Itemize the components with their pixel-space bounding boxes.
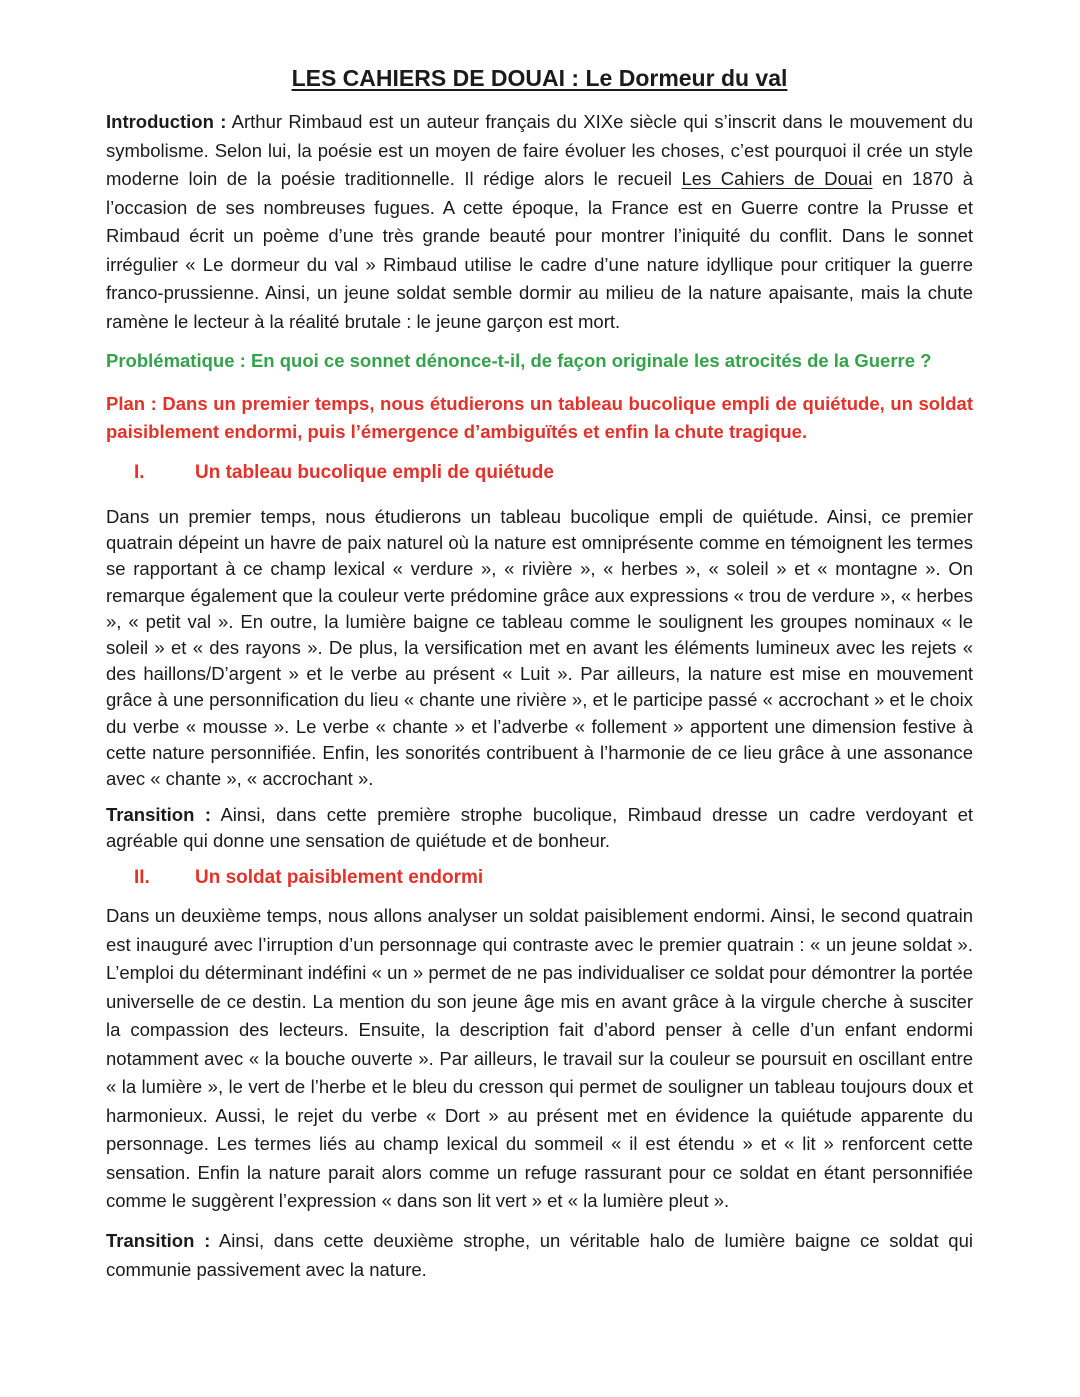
section-1-number: I. [134, 462, 145, 483]
collection-title: Les Cahiers de Douai [681, 168, 873, 189]
introduction-text-start: Arthur Rimbaud est un auteur français du XIXe siècle qui s’inscrit dans le mouvement du symbolisme. Selon lui, la poésie est un moyen de faire évoluer les choses, c’est pourquoi il crée un style moderne loin de la poésie traditionnelle. Il rédige alors le recueil [106, 111, 973, 189]
problematique: Problématique : En quoi ce sonnet dénonce-t-il, de façon originale les atrocités de la Guerre ? [106, 350, 932, 371]
section-1-transition [106, 802, 973, 854]
section-2-transition [106, 1226, 973, 1284]
section-1-transition-label: Transition : [106, 804, 212, 826]
document-title: LES CAHIERS DE DOUAI : Le Dormeur du val [291, 65, 788, 91]
section-2-heading [106, 864, 973, 892]
section-2-transition-text: Ainsi, dans cette deuxième strophe, un véritable halo de lumière baigne ce soldat qui communie passivement avec la nature. [106, 1229, 973, 1280]
section-2-number: II. [134, 867, 150, 889]
section-1-heading [106, 459, 973, 487]
section-1-title: Un tableau bucolique empli de quiétude [195, 462, 554, 483]
introduction-label: Introduction : [106, 111, 227, 132]
document-content [106, 0, 973, 1284]
section-1-transition-text: Ainsi, dans cette première strophe bucolique, Rimbaud dresse un cadre verdoyant et agréable qui donne une sensation de quiétude et de bonheur. [106, 804, 973, 852]
section-2-transition-label: Transition : [106, 1229, 211, 1251]
section-2-title: Un soldat paisiblement endormi [195, 867, 484, 889]
section-1-paragraph: Dans un premier temps, nous étudierons un tableau bucolique empli de quiétude. Ainsi, ce premier quatrain dépeint un havre de paix naturel où la nature est omniprésente comme en témoignent les termes se rapportant à ce champ lexical « verdure », « rivière », « herbes », « soleil » et « montagne ». On remarque également que la couleur verte prédomine grâce aux expressions « trou de verdure », « herbes », « petit val ». En outre, la lumière baigne ce tableau comme le soulignent les groupes nominaux « le soleil » et « des rayons ». De plus, la versification met en avant les éléments lumineux avec les rejets « des haillons/D’argent » et le verbe au présent « Luit ». Par ailleurs, la nature est mise en mouvement grâce à une personnification du lieu « chante une rivière », et le participe passé « accrochant » et le choix du verbe « mousse ». Le verbe « chante » et l’adverbe « follement » apportent une dimension festive à cette nature personnifiée. Enfin, les sonorités contribuent à l’harmonie de ce lieu grâce à une assonance avec « chante », « accrochant ». [106, 506, 973, 790]
section-2-paragraph: Dans un deuxième temps, nous allons analyser un soldat paisiblement endormi. Ainsi, le second quatrain est inauguré avec l’irruption d’un personnage qui contraste avec le premier quatrain : « un jeune soldat ». L’emploi du déterminant indéfini « un » permet de ne pas individualiser ce soldat pour démontrer la portée universelle de ce destin. La mention du son jeune âge mis en avant grâce à la virgule cherche à susciter la compassion des lecteurs. Ensuite, la description fait d’abord penser à celle d’un enfant endormi notamment avec « la bouche ouverte ». Par ailleurs, le travail sur la couleur se poursuit en oscillant entre « la lumière », le vert de l’herbe et le bleu du cresson qui permet de souligner un tableau toujours doux et harmonieux. Aussi, le rejet du verbe « Dort » au présent met en évidence la quiétude apparente du personnage. Les termes liés au champ lexical du sommeil « il est étendu » et « lit » renforcent cette sensation. Enfin la nature parait alors comme un refuge rassurant pour ce soldat en étant personnifiée comme le suggèrent l’expression « dans son lit vert » et « la lumière pleut ». [106, 905, 973, 1212]
introduction-paragraph [106, 108, 973, 336]
introduction-text-end: en 1870 à l’occasion de ses nombreuses fugues. A cette époque, la France est en Guerre contre la Prusse et Rimbaud écrit un poème d’une très grande beauté pour montrer l’iniquité du conflit. Dans le sonnet irrégulier « Le dormeur du val » Rimbaud utilise le cadre d’une nature idyllique pour critiquer la guerre franco-prussienne. Ainsi, un jeune soldat semble dormir au milieu de la nature apaisante, mais la chute ramène le lecteur à la réalité brutale : le jeune garçon est mort. [106, 168, 973, 332]
plan: Plan : Dans un premier temps, nous étudierons un tableau bucolique empli de quiétude, un soldat paisiblement endormi, puis l’émergence d’ambiguïtés et enfin la chute tragique. [106, 393, 973, 442]
